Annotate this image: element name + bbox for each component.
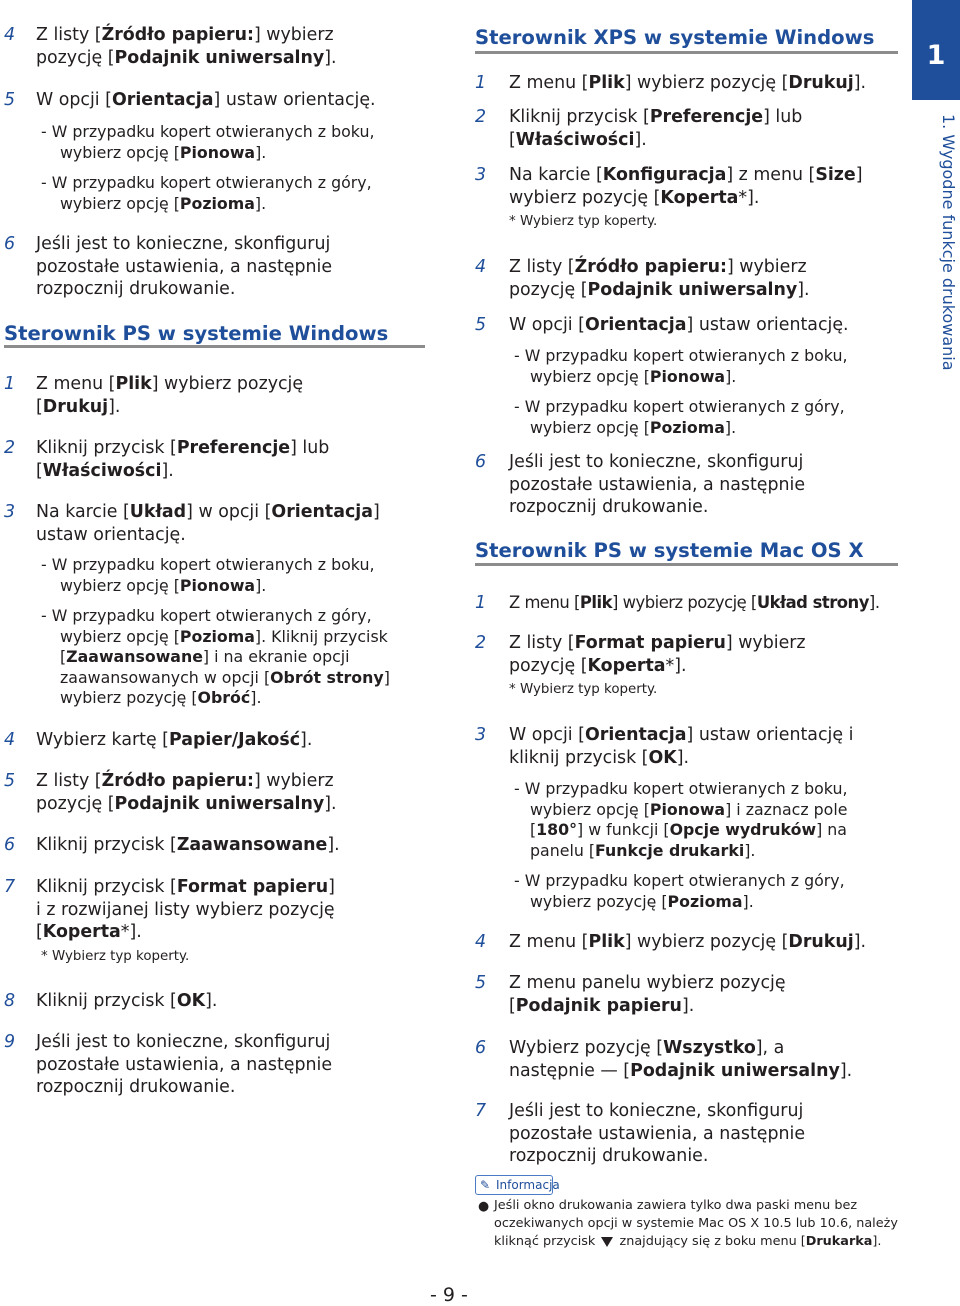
triangle-down-icon	[601, 1237, 613, 1247]
step-text	[36, 501, 380, 546]
sub-item	[41, 173, 372, 214]
step-line: Wybierz pozycję [Wszystko], a	[509, 1038, 785, 1058]
step-line: W opcji [Orientacja] ustaw orientację.	[509, 315, 849, 335]
step-line: ustaw orientację.	[36, 524, 186, 545]
info-badge	[475, 1175, 560, 1195]
step-number: 6	[4, 835, 16, 855]
step-text	[509, 724, 853, 769]
step-line: Jeśli jest to konieczne, skonfiguruj	[36, 234, 331, 254]
step-line: Z listy [Źródło papieru:] wybierz	[36, 25, 334, 45]
step-text	[509, 106, 802, 151]
step-line: [Podajnik papieru].	[509, 995, 695, 1016]
sub-item	[41, 606, 390, 709]
heading-rule	[475, 51, 898, 54]
chapter-title: 1. Wygodne funkcje drukowania	[939, 114, 958, 371]
step-line: pozostałe ustawienia, a następnie	[36, 1054, 333, 1075]
step-line: i z rozwijanej listy wybierz pozycję	[36, 899, 335, 920]
sub-line: wybierz pozycję [Obróć].	[60, 688, 262, 707]
sub-line: [Zaawansowane] i na ekranie opcji	[60, 647, 350, 666]
sub-item	[41, 555, 375, 596]
step-line: wybierz pozycję [Koperta*].	[509, 187, 760, 208]
step-text	[509, 592, 880, 615]
step-number: 3	[4, 502, 16, 522]
sub-line: wybierz opcję [Pozioma]. Kliknij przycisk	[60, 626, 388, 646]
sub-line: wybierz opcję [Pozioma].	[60, 193, 267, 213]
step-line: Kliknij przycisk [OK].	[36, 991, 218, 1011]
sub-line: wybierz opcję [Pionowa] i zaznacz pole	[530, 799, 848, 819]
sub-line: wybierz opcję [Pionowa].	[60, 575, 267, 595]
heading-ps-mac: Sterownik PS w systemie Mac OS X	[475, 539, 864, 562]
step-line: Z menu [Plik] wybierz pozycję	[36, 374, 304, 394]
info-line	[494, 1233, 898, 1251]
step-line: Z listy [Format papieru] wybierz	[509, 633, 806, 653]
sub-item	[514, 397, 845, 438]
step-line: pozostałe ustawienia, a następnie	[509, 474, 806, 495]
sub-item	[41, 122, 375, 163]
step-line: pozycję [Podajnik uniwersalny].	[36, 47, 337, 68]
step-line: W opcji [Orientacja] ustaw orientację i	[509, 725, 854, 745]
page-number: - 9 -	[430, 1284, 468, 1306]
envelope-note: * Wybierz typ koperty.	[509, 214, 658, 229]
step-text	[509, 632, 806, 677]
step-line: rozpocznij drukowanie.	[509, 497, 709, 517]
sub-item	[514, 779, 848, 861]
envelope-note: * Wybierz typ koperty.	[509, 682, 658, 697]
step-line: Na karcie [Układ] w opcji [Orientacja]	[36, 502, 380, 522]
step-line: Wybierz kartę [Papier/Jakość].	[36, 730, 313, 750]
sub-line: - W przypadku kopert otwieranych z boku,	[514, 346, 848, 365]
step-text	[36, 990, 217, 1013]
step-text	[36, 89, 376, 112]
step-number: 6	[4, 234, 16, 254]
step-line: [Drukuj].	[36, 396, 121, 417]
sub-line: - W przypadku kopert otwieranych z góry,	[514, 397, 845, 416]
step-line: W opcji [Orientacja] ustaw orientację.	[36, 90, 376, 110]
sub-line: - W przypadku kopert otwieranych z boku,	[41, 122, 375, 141]
step-number: 5	[475, 973, 487, 993]
sub-line: - W przypadku kopert otwieranych z góry,	[41, 173, 372, 192]
step-number: 1	[475, 73, 487, 93]
step-text	[509, 164, 863, 209]
step-text	[36, 373, 303, 418]
step-line: Kliknij przycisk [Format papieru]	[36, 877, 335, 897]
step-number: 2	[4, 438, 16, 458]
step-line: [Koperta*].	[36, 922, 142, 942]
step-line: rozpocznij drukowanie.	[36, 279, 236, 299]
step-number: 7	[4, 877, 16, 897]
step-text	[36, 24, 337, 69]
heading-xps-windows: Sterownik XPS w systemie Windows	[475, 26, 875, 49]
step-line: Kliknij przycisk [Preferencje] lub	[36, 438, 330, 458]
step-text	[36, 834, 340, 857]
step-text	[509, 1100, 805, 1168]
step-number: 4	[4, 25, 16, 45]
sub-line: - W przypadku kopert otwieranych z boku,	[41, 555, 375, 574]
step-line: pozycję [Podajnik uniwersalny].	[36, 793, 337, 814]
sub-line: - W przypadku kopert otwieranych z góry,	[514, 871, 845, 890]
heading-rule	[4, 345, 425, 348]
sub-line: - W przypadku kopert otwieranych z boku,	[514, 779, 848, 798]
step-text	[509, 931, 866, 954]
step-line: Z menu [Plik] wybierz pozycję [Układ strony].	[509, 593, 880, 612]
step-text	[509, 314, 849, 337]
step-text	[509, 451, 805, 519]
step-number: 6	[475, 1038, 487, 1058]
info-text-part: kliknąć przycisk	[494, 1234, 596, 1250]
step-line: Jeśli jest to konieczne, skonfiguruj	[509, 1101, 804, 1121]
sub-line: [180°] w funkcji [Opcje wydruków] na	[530, 820, 847, 839]
step-number: 2	[475, 633, 487, 653]
sub-item	[514, 346, 848, 387]
step-line: pozostałe ustawienia, a następnie	[36, 256, 333, 277]
step-line: następnie — [Podajnik uniwersalny].	[509, 1060, 853, 1081]
step-line: Jeśli jest to konieczne, skonfiguruj	[509, 452, 804, 472]
step-text	[509, 972, 786, 1017]
info-text-part: znajdujący się z boku menu [	[619, 1234, 806, 1250]
step-line: Z menu [Plik] wybierz pozycję [Drukuj].	[509, 932, 867, 952]
step-text	[509, 72, 866, 95]
step-line: Na karcie [Konfiguracja] z menu [Size]	[509, 165, 863, 185]
heading-ps-windows: Sterownik PS w systemie Windows	[4, 322, 389, 345]
step-line: pozostałe ustawienia, a następnie	[509, 1123, 806, 1144]
step-line: rozpocznij drukowanie.	[509, 1146, 709, 1166]
step-text	[36, 233, 332, 301]
sub-line: wybierz opcję [Pionowa].	[60, 142, 267, 162]
pencil-icon: ✎	[480, 1178, 491, 1192]
info-label: Informacja	[496, 1178, 560, 1192]
step-number: 6	[475, 452, 487, 472]
step-line: Jeśli jest to konieczne, skonfiguruj	[36, 1032, 331, 1052]
step-number: 5	[475, 315, 487, 335]
step-number: 3	[475, 725, 487, 745]
bullet-icon: ●	[478, 1199, 490, 1214]
step-text	[509, 256, 810, 301]
step-number: 2	[475, 107, 487, 127]
step-text	[36, 437, 329, 482]
step-text	[36, 876, 335, 944]
step-number: 4	[475, 257, 487, 277]
envelope-note: * Wybierz typ koperty.	[41, 949, 190, 964]
sub-line: zaawansowanych w opcji [Obrót strony]	[60, 667, 390, 687]
step-number: 1	[475, 593, 487, 613]
step-number: 9	[4, 1032, 16, 1052]
step-text	[509, 1037, 852, 1082]
sub-line: wybierz pozycję [Pozioma].	[530, 891, 754, 911]
step-line: [Właściwości].	[509, 129, 647, 150]
step-text	[36, 1031, 332, 1099]
sub-line: wybierz opcję [Pionowa].	[530, 366, 737, 386]
step-text	[36, 729, 312, 752]
info-line: Jeśli okno drukowania zawiera tylko dwa paski menu bez	[494, 1198, 858, 1213]
step-number: 5	[4, 90, 16, 110]
step-number: 5	[4, 771, 16, 791]
step-line: [Właściwości].	[36, 460, 174, 481]
sub-line: wybierz opcję [Pozioma].	[530, 417, 737, 437]
step-line: kliknij przycisk [OK].	[509, 747, 690, 768]
sub-line: panelu [Funkcje drukarki].	[530, 840, 756, 860]
step-number: 1	[4, 374, 16, 394]
sub-line: - W przypadku kopert otwieranych z góry,	[41, 606, 372, 625]
info-text-part: ].	[872, 1234, 882, 1250]
step-line: Z menu [Plik] wybierz pozycję [Drukuj].	[509, 73, 867, 93]
chapter-tab: 1	[912, 0, 960, 100]
info-text-bold: Drukarka	[805, 1234, 873, 1250]
info-text	[494, 1197, 898, 1252]
heading-rule	[475, 563, 898, 566]
step-number: 8	[4, 991, 16, 1011]
step-number: 3	[475, 165, 487, 185]
step-line: Kliknij przycisk [Preferencje] lub	[509, 107, 803, 127]
step-line: Z listy [Źródło papieru:] wybierz	[36, 771, 334, 791]
step-line: pozycję [Podajnik uniwersalny].	[509, 279, 810, 300]
step-line: pozycję [Koperta*].	[509, 655, 687, 676]
sub-item	[514, 871, 845, 912]
step-line: Kliknij przycisk [Zaawansowane].	[36, 835, 340, 855]
step-line: Z listy [Źródło papieru:] wybierz	[509, 257, 807, 277]
step-number: 4	[4, 730, 16, 750]
info-line: oczekiwanych opcji w systemie Mac OS X 10.5 lub 10.6, należy	[494, 1216, 898, 1232]
step-number: 4	[475, 932, 487, 952]
step-line: Z menu panelu wybierz pozycję	[509, 973, 786, 993]
step-line: rozpocznij drukowanie.	[36, 1077, 236, 1097]
step-number: 7	[475, 1101, 487, 1121]
step-text	[36, 770, 337, 815]
